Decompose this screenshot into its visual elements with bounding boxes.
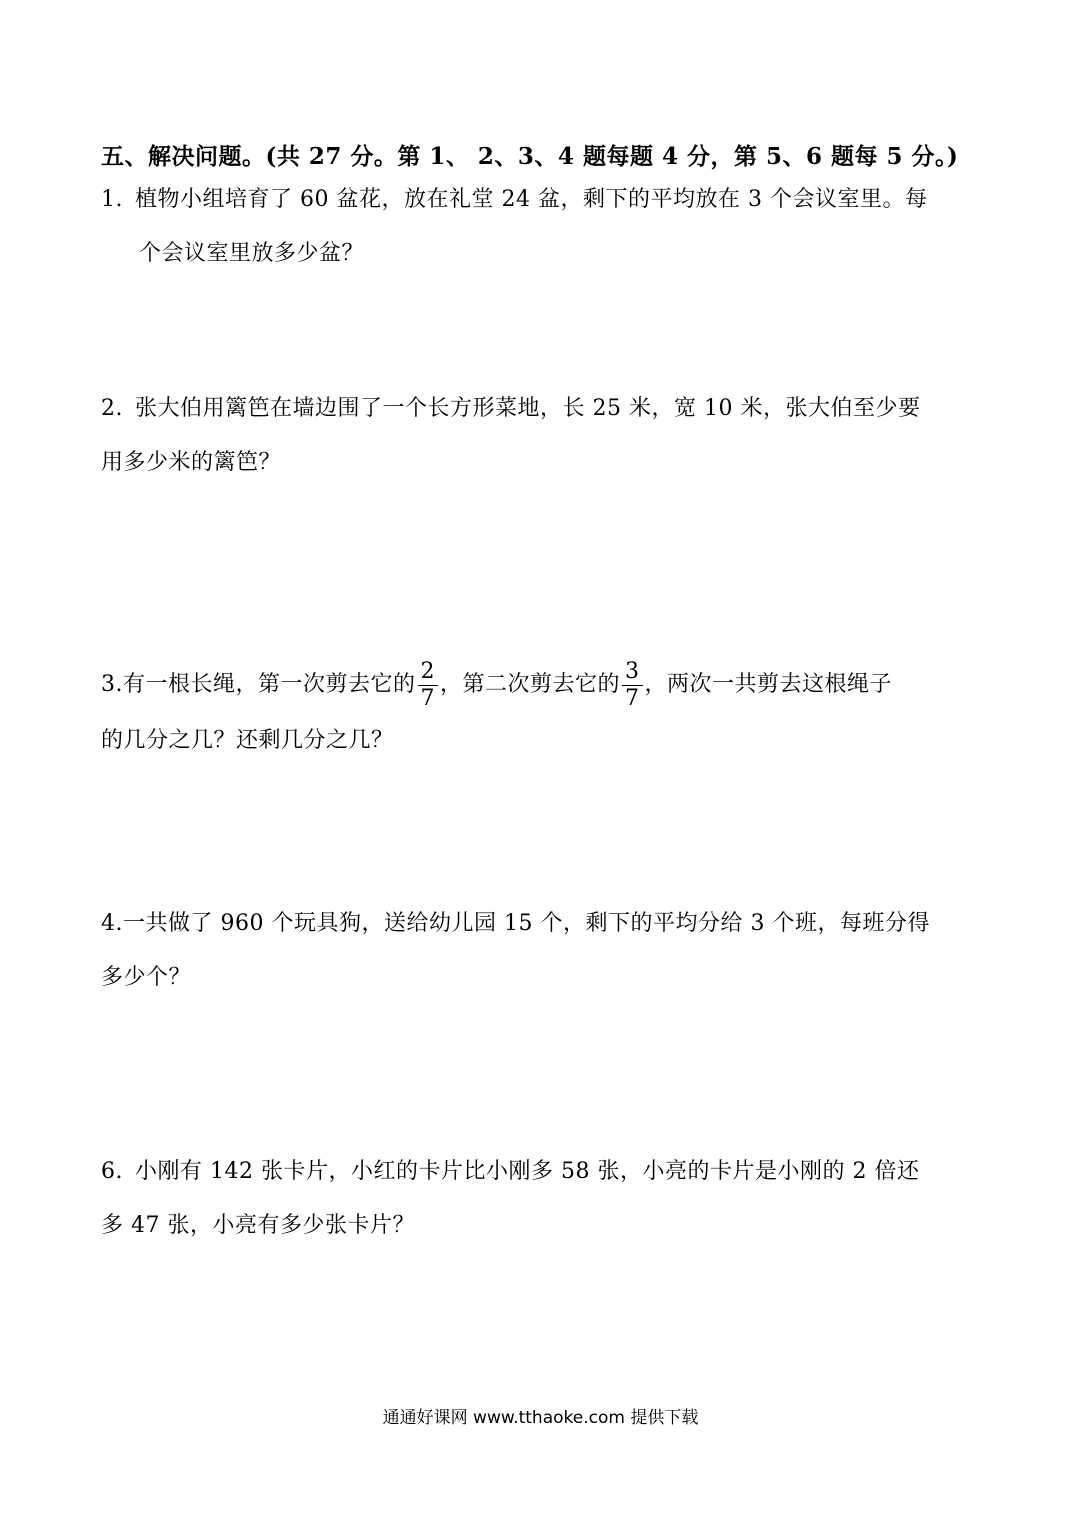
question-1-line-1	[101, 173, 986, 227]
footer-credit: 通通好课网 www.tthaoke.com 提供下载	[382, 1408, 699, 1428]
question-1	[101, 173, 986, 281]
fraction-denominator: 7	[625, 685, 640, 711]
question-text: 植物小组培育了 60 盆花，放在礼堂 24 盆，剩下的平均放在 3 个会议室里。每	[135, 187, 928, 212]
question-6-line-1	[101, 1145, 986, 1199]
question-3-line-1	[101, 658, 986, 712]
fraction-numerator: 2	[418, 659, 439, 686]
question-2-line-2: 用多少米的篱笆？	[101, 450, 282, 475]
question-2-line-1	[101, 382, 986, 436]
question-text-a: 有一根长绳，第一次剪去它的	[123, 672, 416, 697]
fraction-denominator: 7	[420, 685, 436, 711]
fraction-numerator: 3	[622, 659, 643, 686]
section-title: 五、解决问题。(共 27 分。第 1、 2、3、4 题每题 4 分，第 5、6 题每 5 分。)	[101, 143, 959, 170]
question-text: 小刚有 142 张卡片，小红的卡片比小刚多 58 张，小亮的卡片是小刚的 2 倍还	[135, 1159, 920, 1184]
question-text: 一共做了 960 个玩具狗，送给幼儿园 15 个，剩下的平均分给 3 个班，每班分得	[123, 911, 930, 936]
question-4-line-1	[101, 897, 986, 951]
question-6-line-2: 多 47 张，小亮有多少张卡片？	[101, 1213, 415, 1238]
question-4	[101, 897, 986, 1005]
question-3-line-2: 的几分之几？还剩几分之几？	[101, 728, 394, 753]
question-number: 2.	[101, 396, 123, 421]
question-number: 3.	[101, 672, 123, 697]
question-text-b: ，第二次剪去它的	[440, 672, 621, 697]
question-2	[101, 382, 986, 490]
question-text: 张大伯用篱笆在墙边围了一个长方形菜地，长 25 米，宽 10 米，张大伯至少要	[135, 396, 921, 421]
question-6	[101, 1145, 986, 1253]
question-3	[101, 658, 986, 768]
question-text-c: ，两次一共剪去这根绳子	[644, 672, 893, 697]
question-1-line-2: 个会议室里放多少盆？	[139, 241, 365, 266]
question-number: 1.	[101, 187, 123, 212]
question-4-line-2: 多少个？	[101, 965, 192, 990]
question-number: 4.	[101, 911, 123, 936]
fraction-three-sevenths	[622, 659, 643, 712]
question-number: 6.	[101, 1159, 123, 1184]
fraction-two-sevenths	[418, 659, 439, 712]
